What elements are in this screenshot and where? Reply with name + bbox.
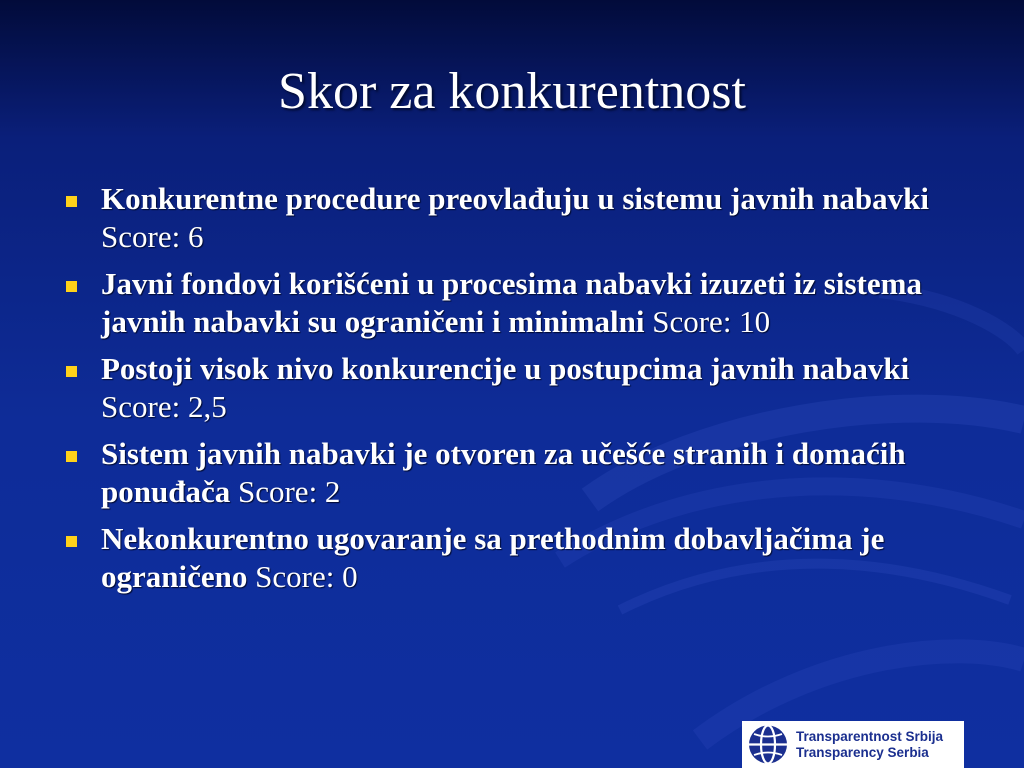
square-bullet-icon	[66, 451, 77, 462]
item-score: Score: 0	[255, 559, 358, 594]
list-item	[60, 435, 980, 511]
item-score: Score: 10	[652, 304, 771, 339]
list-item	[60, 520, 980, 596]
item-score: Score: 2	[237, 474, 341, 509]
logo-line-serbian: Transparentnost Srbija	[796, 728, 944, 744]
item-text: Sistem javnih nabavki je otvoren za učešće stranih i domaćih ponuđača	[101, 436, 906, 509]
item-score: Score: 6	[101, 219, 204, 254]
slide-title: Skor za konkurentnost	[278, 63, 746, 120]
item-text: Javni fondovi korišćeni u procesima nabavki izuzeti iz sistema javnih nabavki su ograničeni i minimalni	[101, 266, 922, 339]
square-bullet-icon	[66, 536, 77, 547]
list-item	[60, 265, 980, 341]
bullet-list	[60, 180, 980, 605]
item-text: Konkurentne procedure preovlađuju u sistemu javnih nabavki	[101, 181, 929, 216]
list-item	[60, 180, 980, 256]
item-score: Score: 2,5	[101, 389, 227, 424]
logo-text	[796, 729, 943, 761]
logo-line-english: Transparency Serbia	[796, 744, 929, 760]
square-bullet-icon	[66, 366, 77, 377]
transparency-serbia-logo	[742, 721, 964, 768]
list-item	[60, 350, 980, 426]
item-text: Nekonkurentno ugovaranje sa prethodnim dobavljačima je ograničeno	[101, 521, 885, 594]
transparency-globe-logo-icon	[742, 721, 796, 768]
square-bullet-icon	[66, 196, 77, 207]
item-text: Postoji visok nivo konkurencije u postupcima javnih nabavki	[101, 351, 910, 386]
square-bullet-icon	[66, 281, 77, 292]
